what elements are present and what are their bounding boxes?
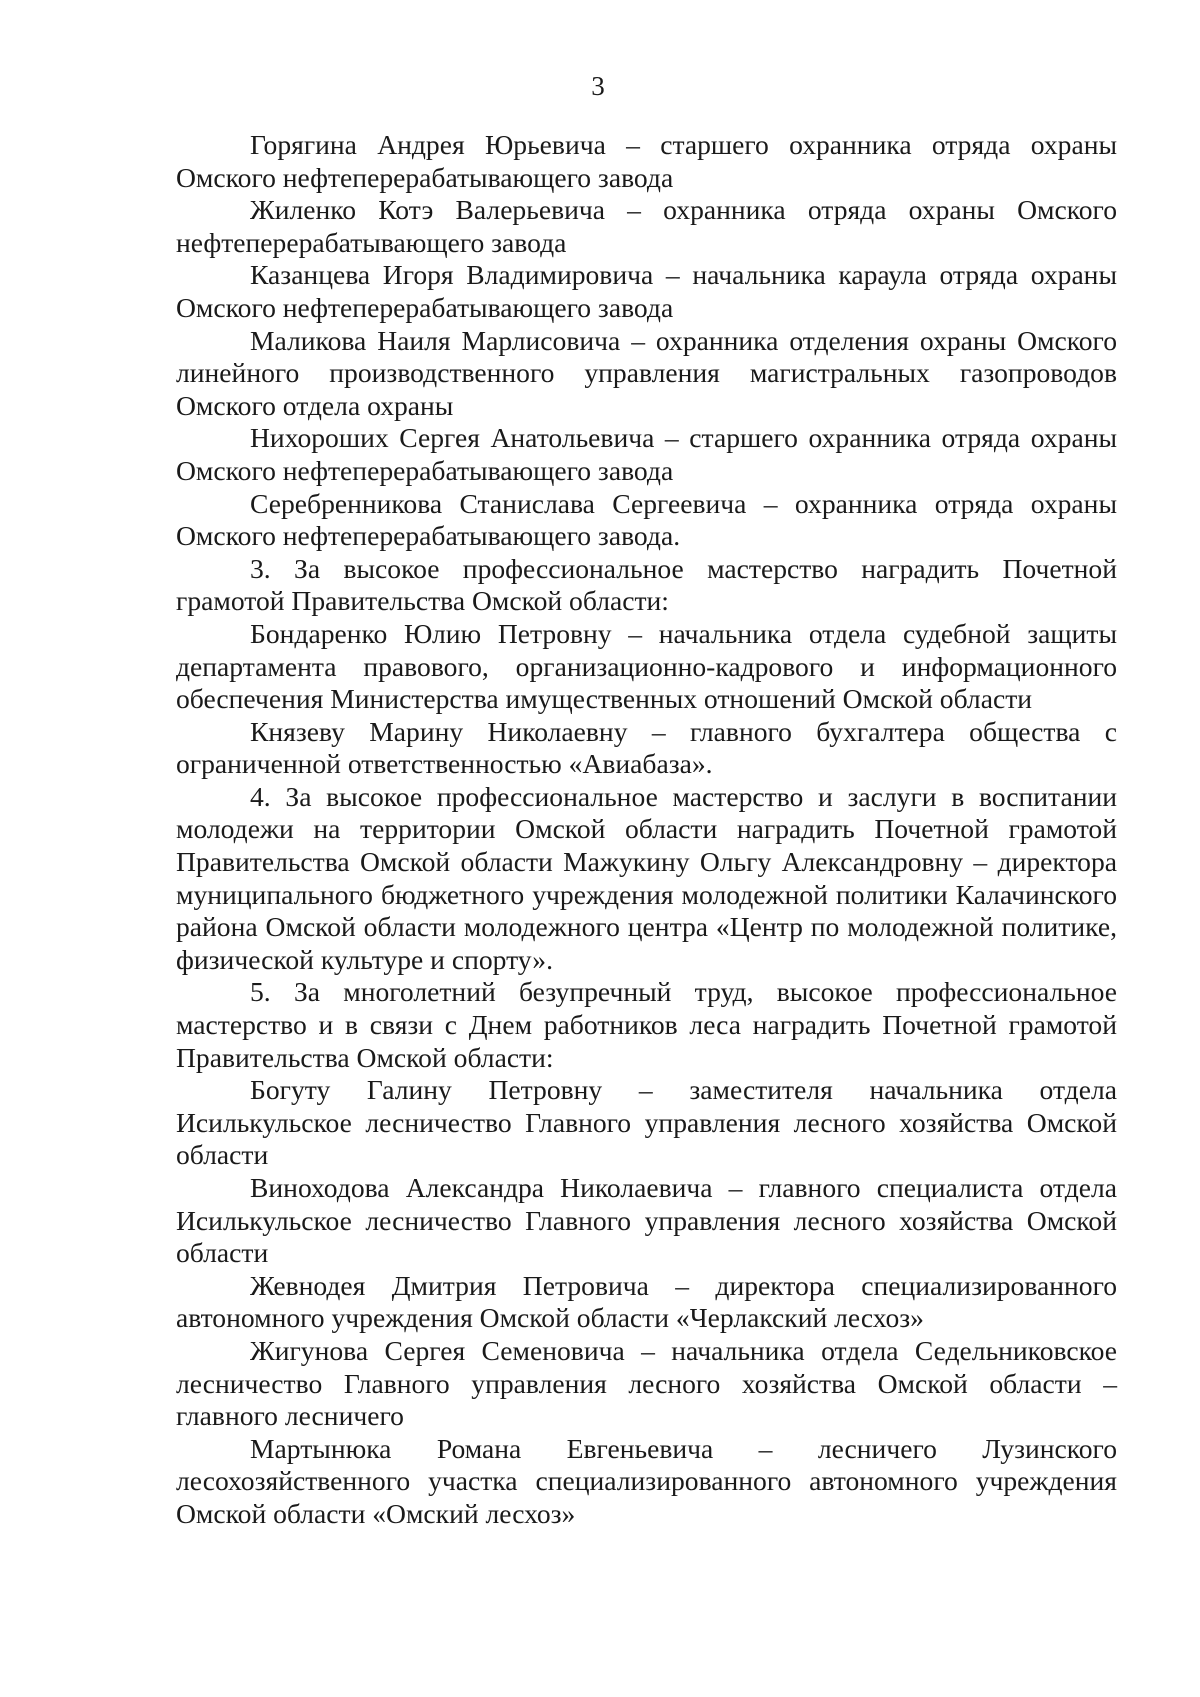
clause-5: 5. За многолетний безупречный труд, высокое профессиональное мастерство и в связи с Днем работников леса наградить Почетной грамотой Правительства Омской области:	[176, 976, 1117, 1073]
award-entry-malikov: Маликова Наиля Марлисовича – охранника отделения охраны Омского линейного производственного управления магистральных газопроводов Омского отдела охраны	[176, 324, 1117, 421]
award-entry-knyazeva: Князеву Марину Николаевну – главного бухгалтера общества с ограниченной ответственностью «Авиабаза».	[176, 715, 1117, 780]
clause-4: 4. За высокое профессиональное мастерство и заслуги в воспитании молодежи на территории Омской области наградить Почетной грамотой Правительства Омской области Мажукину Ольгу Александровну – директора муниципального бюджетного учреждения молодежной политики Калачинского района Омской области молодежного центра «Центр по молодежной политике, физической культуре и спорту».	[176, 780, 1117, 975]
award-entry-kazantsev: Казанцева Игоря Владимировича – начальника караула отряда охраны Омского нефтеперерабатывающего завода	[176, 259, 1117, 323]
document-body	[176, 129, 1117, 1531]
clause-3: 3. За высокое профессиональное мастерство наградить Почетной грамотой Правительства Омской области:	[176, 552, 1117, 617]
award-entry-zhigunov: Жигунова Сергея Семеновича – начальника отдела Седельниковское лесничество Главного управления лесного хозяйства Омской области – главного лесничего	[176, 1334, 1117, 1432]
page-number: 3	[591, 71, 605, 101]
award-entry-zhevnodey: Жевнодея Дмитрия Петровича – директора специализированного автономного учреждения Омской области «Черлакский лесхоз»	[176, 1269, 1117, 1334]
award-entry-bondarenko: Бондаренко Юлию Петровну – начальника отдела судебной защиты департамента правового, организационно-кадрового и информационного обеспечения Министерства имущественных отношений Омской области	[176, 617, 1117, 715]
award-entry-zhilenko: Жиленко Котэ Валерьевича – охранника отряда охраны Омского нефтеперерабатывающего завода	[176, 194, 1117, 258]
award-entry-martynyuk: Мартынюка Романа Евгеньевича – лесничего Лузинского лесохозяйственного участка специализированного автономного учреждения Омской области «Омский лесхоз»	[176, 1432, 1117, 1529]
award-entry-boguta: Богуту Галину Петровну – заместителя начальника отдела Исилькульское лесничество Главного управления лесного хозяйства Омской области	[176, 1074, 1117, 1171]
award-entry-nikhoroshikh: Нихороших Сергея Анатольевича – старшего охранника отряда охраны Омского нефтеперерабатывающего завода	[176, 422, 1117, 486]
award-entry-goryagin: Горягина Андрея Юрьевича – старшего охранника отряда охраны Омского нефтеперерабатывающего завода	[176, 129, 1117, 193]
award-entry-vinokhodov: Виноходова Александра Николаевича – главного специалиста отдела Исилькульское лесничество Главного управления лесного хозяйства Омской области	[176, 1172, 1117, 1269]
award-entry-serebrennikov: Серебренникова Станислава Сергеевича – охранника отряда охраны Омского нефтеперерабатывающего завода.	[176, 487, 1117, 552]
